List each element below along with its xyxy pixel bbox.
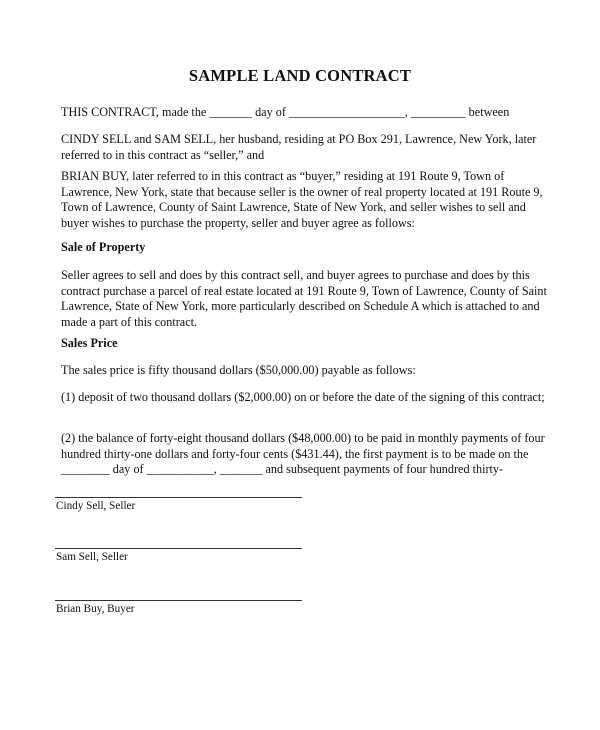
sale-of-property-paragraph: Seller agrees to sell and does by this contract sell, and buyer agrees to purchase and does by this contract purchase a parcel of real estate located at 191 Route 9, Town of Lawrence, County of Saint Lawrence, State of New York, more particularly described on Schedule A which is attached to and made a part of this contract.: [61, 268, 547, 329]
sales-price-paragraph: The sales price is fifty thousand dollars ($50,000.00) payable as follows:: [61, 363, 416, 377]
signature-label-brian: Brian Buy, Buyer: [56, 603, 135, 615]
document-title: SAMPLE LAND CONTRACT: [188, 66, 412, 85]
signature-line-cindy[interactable]: [55, 497, 302, 498]
balance-paragraph: (2) the balance of forty-eight thousand dollars ($48,000.00) to be paid in monthly payments of four hundred thirty-one dollars and forty-four cents ($431.44), the first payment is to be made on the ________ day of ___________, _______ and subsequent payments of four hundred thirty-: [61, 431, 545, 477]
signature-line-sam[interactable]: [55, 548, 302, 549]
sale-of-property-heading: Sale of Property: [61, 240, 146, 254]
seller-paragraph: CINDY SELL and SAM SELL, her husband, residing at PO Box 291, Lawrence, New York, later referred to in this contract as “seller,” and: [61, 132, 537, 162]
signature-label-sam: Sam Sell, Seller: [56, 551, 128, 563]
signature-line-brian[interactable]: [55, 600, 302, 601]
sales-price-heading: Sales Price: [61, 336, 118, 350]
buyer-paragraph: BRIAN BUY, later referred to in this contract as “buyer,” residing at 191 Route 9, Town of Lawrence, New York, state that because seller is the owner of real property located at 191 Route 9, Town of Lawrence, County of Saint Lawrence, State of New York, and seller wishes to sell and buyer wishes to purchase the property, seller and buyer agree as follows:: [61, 169, 543, 230]
deposit-paragraph: (1) deposit of two thousand dollars ($2,000.00) on or before the date of the signing of this contract;: [61, 390, 545, 404]
contract-date-paragraph: THIS CONTRACT, made the _______ day of ___________________, _________ between: [61, 105, 510, 119]
signature-label-cindy: Cindy Sell, Seller: [56, 500, 136, 512]
